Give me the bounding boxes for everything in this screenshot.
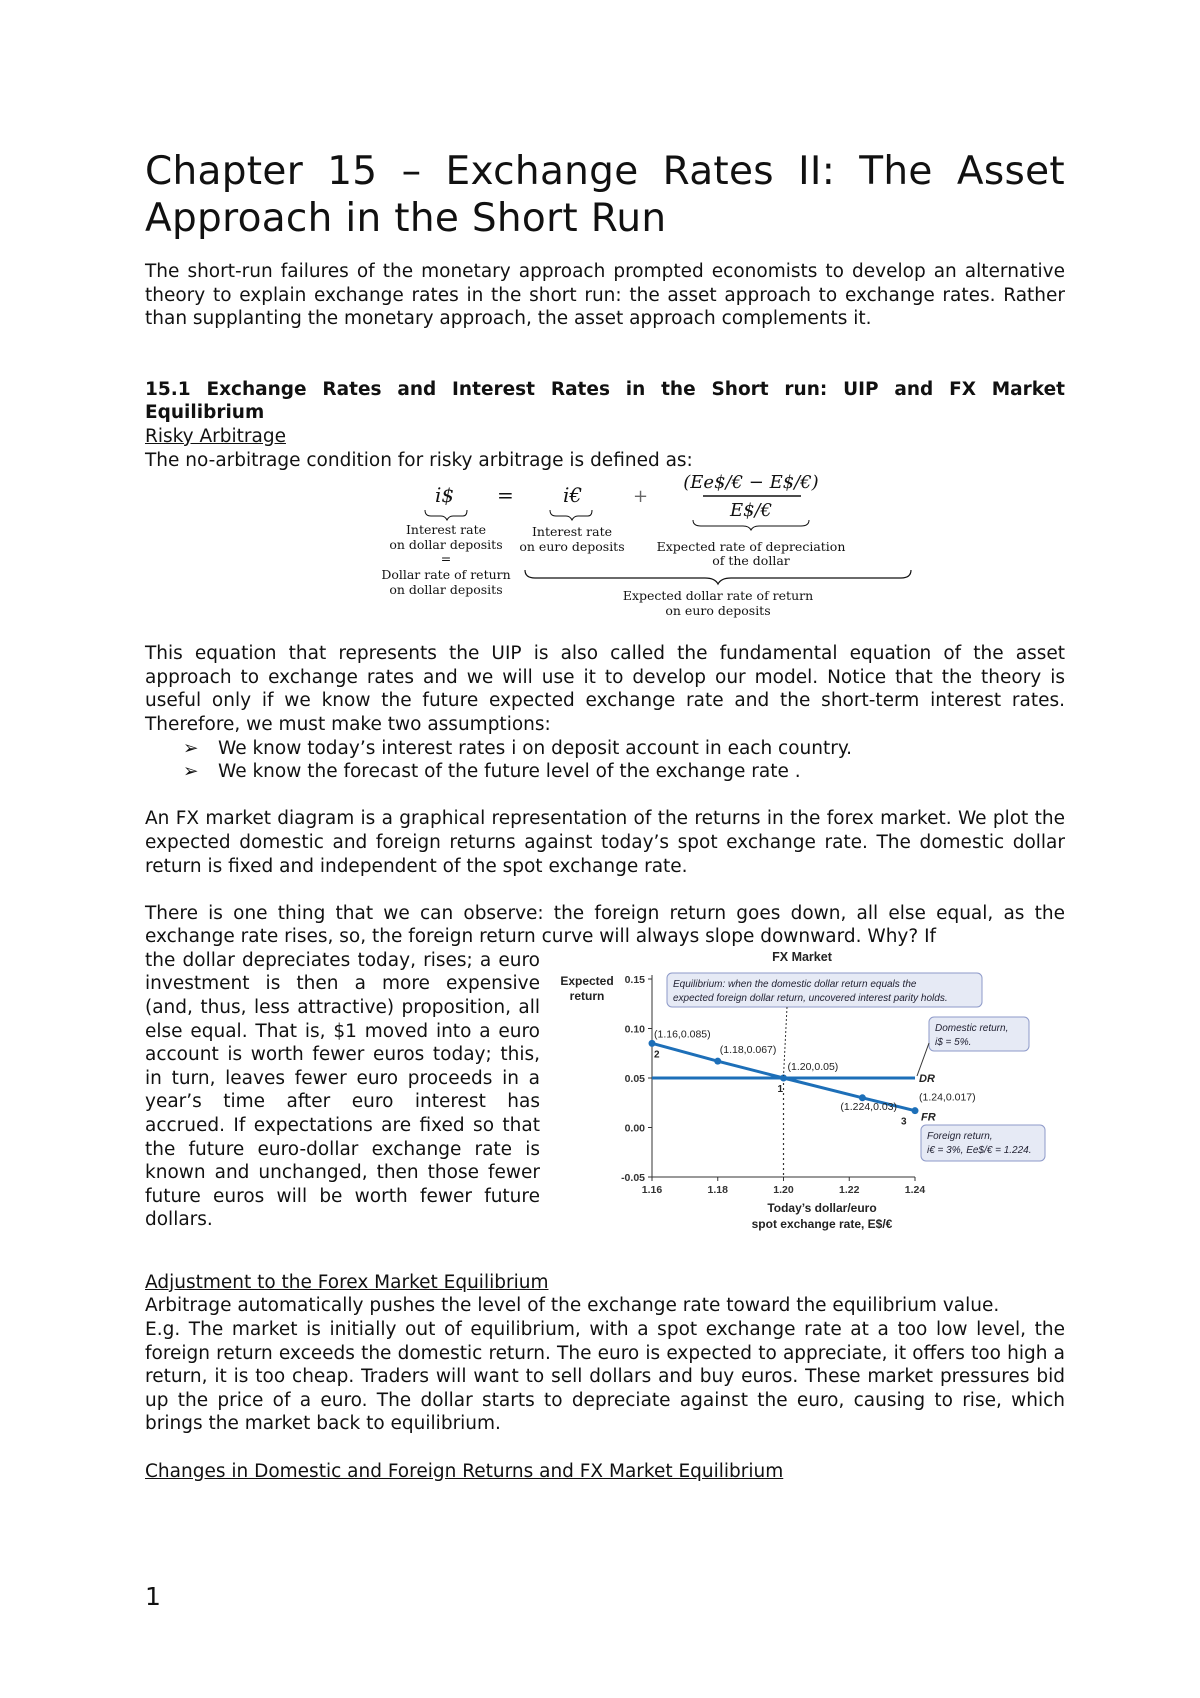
foreign-callout-text: i€ = 3%, Ee$/€ = 1.224.	[927, 1144, 1032, 1156]
label-rhs1-a: Interest rate	[531, 524, 613, 540]
page-content	[145, 148, 1065, 1483]
domestic-callout-text: Domestic return,	[935, 1022, 1009, 1034]
label-lhs-2: on dollar deposits	[389, 537, 503, 553]
x-axis-label: spot exchange rate, E$/€	[751, 1216, 893, 1231]
label-frac-2: of the dollar	[712, 553, 790, 569]
domestic-callout-text: i$ = 5%.	[935, 1036, 972, 1048]
intro-paragraph: The short-run failures of the monetary approach prompted economists to develop an alternative theory to explain exchange rates in the short run: the asset approach to exchange rates. Rather than supplanting the monetary approach, the asset approach complements it.	[145, 261, 1065, 330]
rhs1-underbrace	[550, 510, 592, 520]
point-marker: 1	[777, 1083, 784, 1095]
fx-diagram-paragraph: An FX market diagram is a graphical representation of the returns in the forex market. We plot the expected domestic and foreign returns against today’s spot exchange rate. The domestic dollar return is fixed and independent of the spot exchange rate.	[145, 808, 1065, 877]
adjustment-paragraph-2: E.g. The market is initially out of equilibrium, with a spot exchange rate at a too low level, the foreign return exceeds the domestic return. The euro is expected to appreciate, it offers too high a return, it is too cheap. Traders will want to sell dollars and buy euros. These market pressures bid up the price of a euro. The dollar starts to depreciate against the euro, causing to rise, which brings the market back to equilibrium.	[145, 1319, 1065, 1435]
y-tick-label: -0.05	[621, 1171, 645, 1184]
data-label: (1.16,0.085)	[654, 1028, 711, 1041]
fx-market-chart	[557, 947, 1067, 1247]
eq-rhs1: i€	[563, 483, 583, 508]
arrow-bullet-icon: ➢	[183, 737, 199, 759]
data-label: (1.24,0.017)	[919, 1091, 976, 1104]
uip-paragraph: This equation that represents the UIP is also called the fundamental equation of the asset approach to exchange rates and we will use it to develop our model. Notice that the theory is useful only if we know the future expected exchange rate and the short-term interest rates. Therefore, we must make two assumptions:	[145, 643, 1065, 735]
slope-paragraph-start: There is one thing that we can observe: the foreign return goes down, all else equal, as the exchange rate rises, so, the foreign return curve will always slope downward. Why? If	[145, 902, 1065, 948]
list-item-text: We know today’s interest rates i on deposit account in each country.	[218, 737, 853, 759]
label-rhs1-b: on euro deposits	[519, 539, 625, 555]
subheading-adjustment: Adjustment to the Forex Market Equilibrium	[145, 1271, 549, 1293]
eq-lhs: i$	[435, 483, 455, 508]
data-label: (1.18,0.067)	[719, 1044, 777, 1057]
y-tick-label: 0.00	[624, 1122, 645, 1135]
x-axis-label: Today’s dollar/euro	[767, 1200, 877, 1215]
text-with-chart	[145, 949, 1065, 1249]
frac-underbrace	[693, 520, 809, 530]
expected-return-brace	[525, 570, 911, 584]
eq-plus: +	[633, 486, 649, 508]
eq-equals: =	[497, 483, 514, 508]
label-brace-2: on euro deposits	[665, 603, 771, 619]
list-item-text: We know the forecast of the future level of the exchange rate .	[218, 761, 801, 783]
y-tick-label: 0.15	[624, 973, 645, 986]
equilibrium-callout-text: expected foreign dollar return, uncovered interest parity holds.	[673, 992, 948, 1004]
data-label: (1.224,0.03)	[840, 1100, 898, 1113]
lhs-underbrace	[425, 510, 467, 520]
adjustment-paragraph-1: Arbitrage automatically pushes the level of the exchange rate toward the equilibrium value.	[145, 1295, 1000, 1317]
chapter-title: Chapter 15 – Exchange Rates II: The Asset Approach in the Short Run	[145, 149, 1065, 241]
x-tick-label: 1.16	[641, 1183, 663, 1196]
slope-paragraph-continued: the dollar depreciates today, rises; a euro investment is then a more expensive (and, thus, less attractive) proposition, all else equal. That is, $1 moved into a euro account is worth fewer euros today; this, in turn, leaves fewer euro proceeds in a year’s time after euro interest has accrued. If expectations are fixed so that the future euro-dollar exchange rate is known and unchanged, then those fewer future euros will be worth fewer future dollars.	[145, 949, 540, 1231]
x-tick-label: 1.22	[839, 1183, 860, 1196]
page-number: 1	[145, 1582, 161, 1611]
data-point	[649, 1040, 656, 1047]
label-lhs-3: Dollar rate of return	[381, 567, 511, 583]
y-tick-label: 0.05	[624, 1072, 645, 1085]
uip-equation	[145, 472, 1065, 642]
label-lhs-1: Interest rate	[405, 522, 487, 538]
series-label-fr: FR	[921, 1111, 936, 1124]
equilibrium-callout-text: Equilibrium: when the domestic dollar return equals the	[673, 978, 917, 990]
y-axis-label: return	[569, 988, 605, 1003]
list-item	[145, 760, 1065, 784]
assumption-list	[145, 737, 1065, 784]
subheading-changes: Changes in Domestic and Foreign Returns and FX Market Equilibrium	[145, 1460, 784, 1482]
chart-title: FX Market	[772, 949, 832, 964]
data-point	[714, 1058, 721, 1065]
foreign-callout-text: Foreign return,	[927, 1130, 993, 1142]
risky-arbitrage-text: The no-arbitrage condition for risky arbitrage is defined as:	[145, 449, 693, 471]
x-tick-label: 1.18	[707, 1183, 728, 1196]
eq-frac-den: E$/€	[729, 500, 773, 522]
y-tick-label: 0.10	[624, 1023, 645, 1036]
label-lhs-4: on dollar deposits	[389, 582, 503, 598]
x-tick-label: 1.20	[773, 1183, 794, 1196]
section-heading: 15.1 Exchange Rates and Interest Rates in the Short run: UIP and FX Market Equilibrium	[145, 378, 1065, 424]
point-marker: 2	[654, 1049, 660, 1061]
x-tick-label: 1.24	[904, 1183, 926, 1196]
y-axis-label: Expected	[560, 973, 614, 988]
eq-frac-num: (Ee$/€ − E$/€)	[683, 472, 819, 494]
data-label: (1.20,0.05)	[787, 1060, 839, 1073]
domestic-pointer	[917, 1043, 929, 1076]
equilibrium-pointer	[784, 1007, 788, 1076]
label-lhs-eq: =	[440, 551, 452, 567]
series-label-dr: DR	[919, 1072, 935, 1085]
arrow-bullet-icon: ➢	[183, 761, 199, 783]
point-marker: 3	[901, 1116, 907, 1128]
label-frac-1: Expected rate of depreciation	[656, 539, 846, 555]
list-item	[145, 737, 1065, 761]
subheading-risky-arbitrage: Risky Arbitrage	[145, 425, 286, 447]
data-point	[912, 1107, 919, 1114]
label-brace-1: Expected dollar rate of return	[622, 588, 814, 604]
